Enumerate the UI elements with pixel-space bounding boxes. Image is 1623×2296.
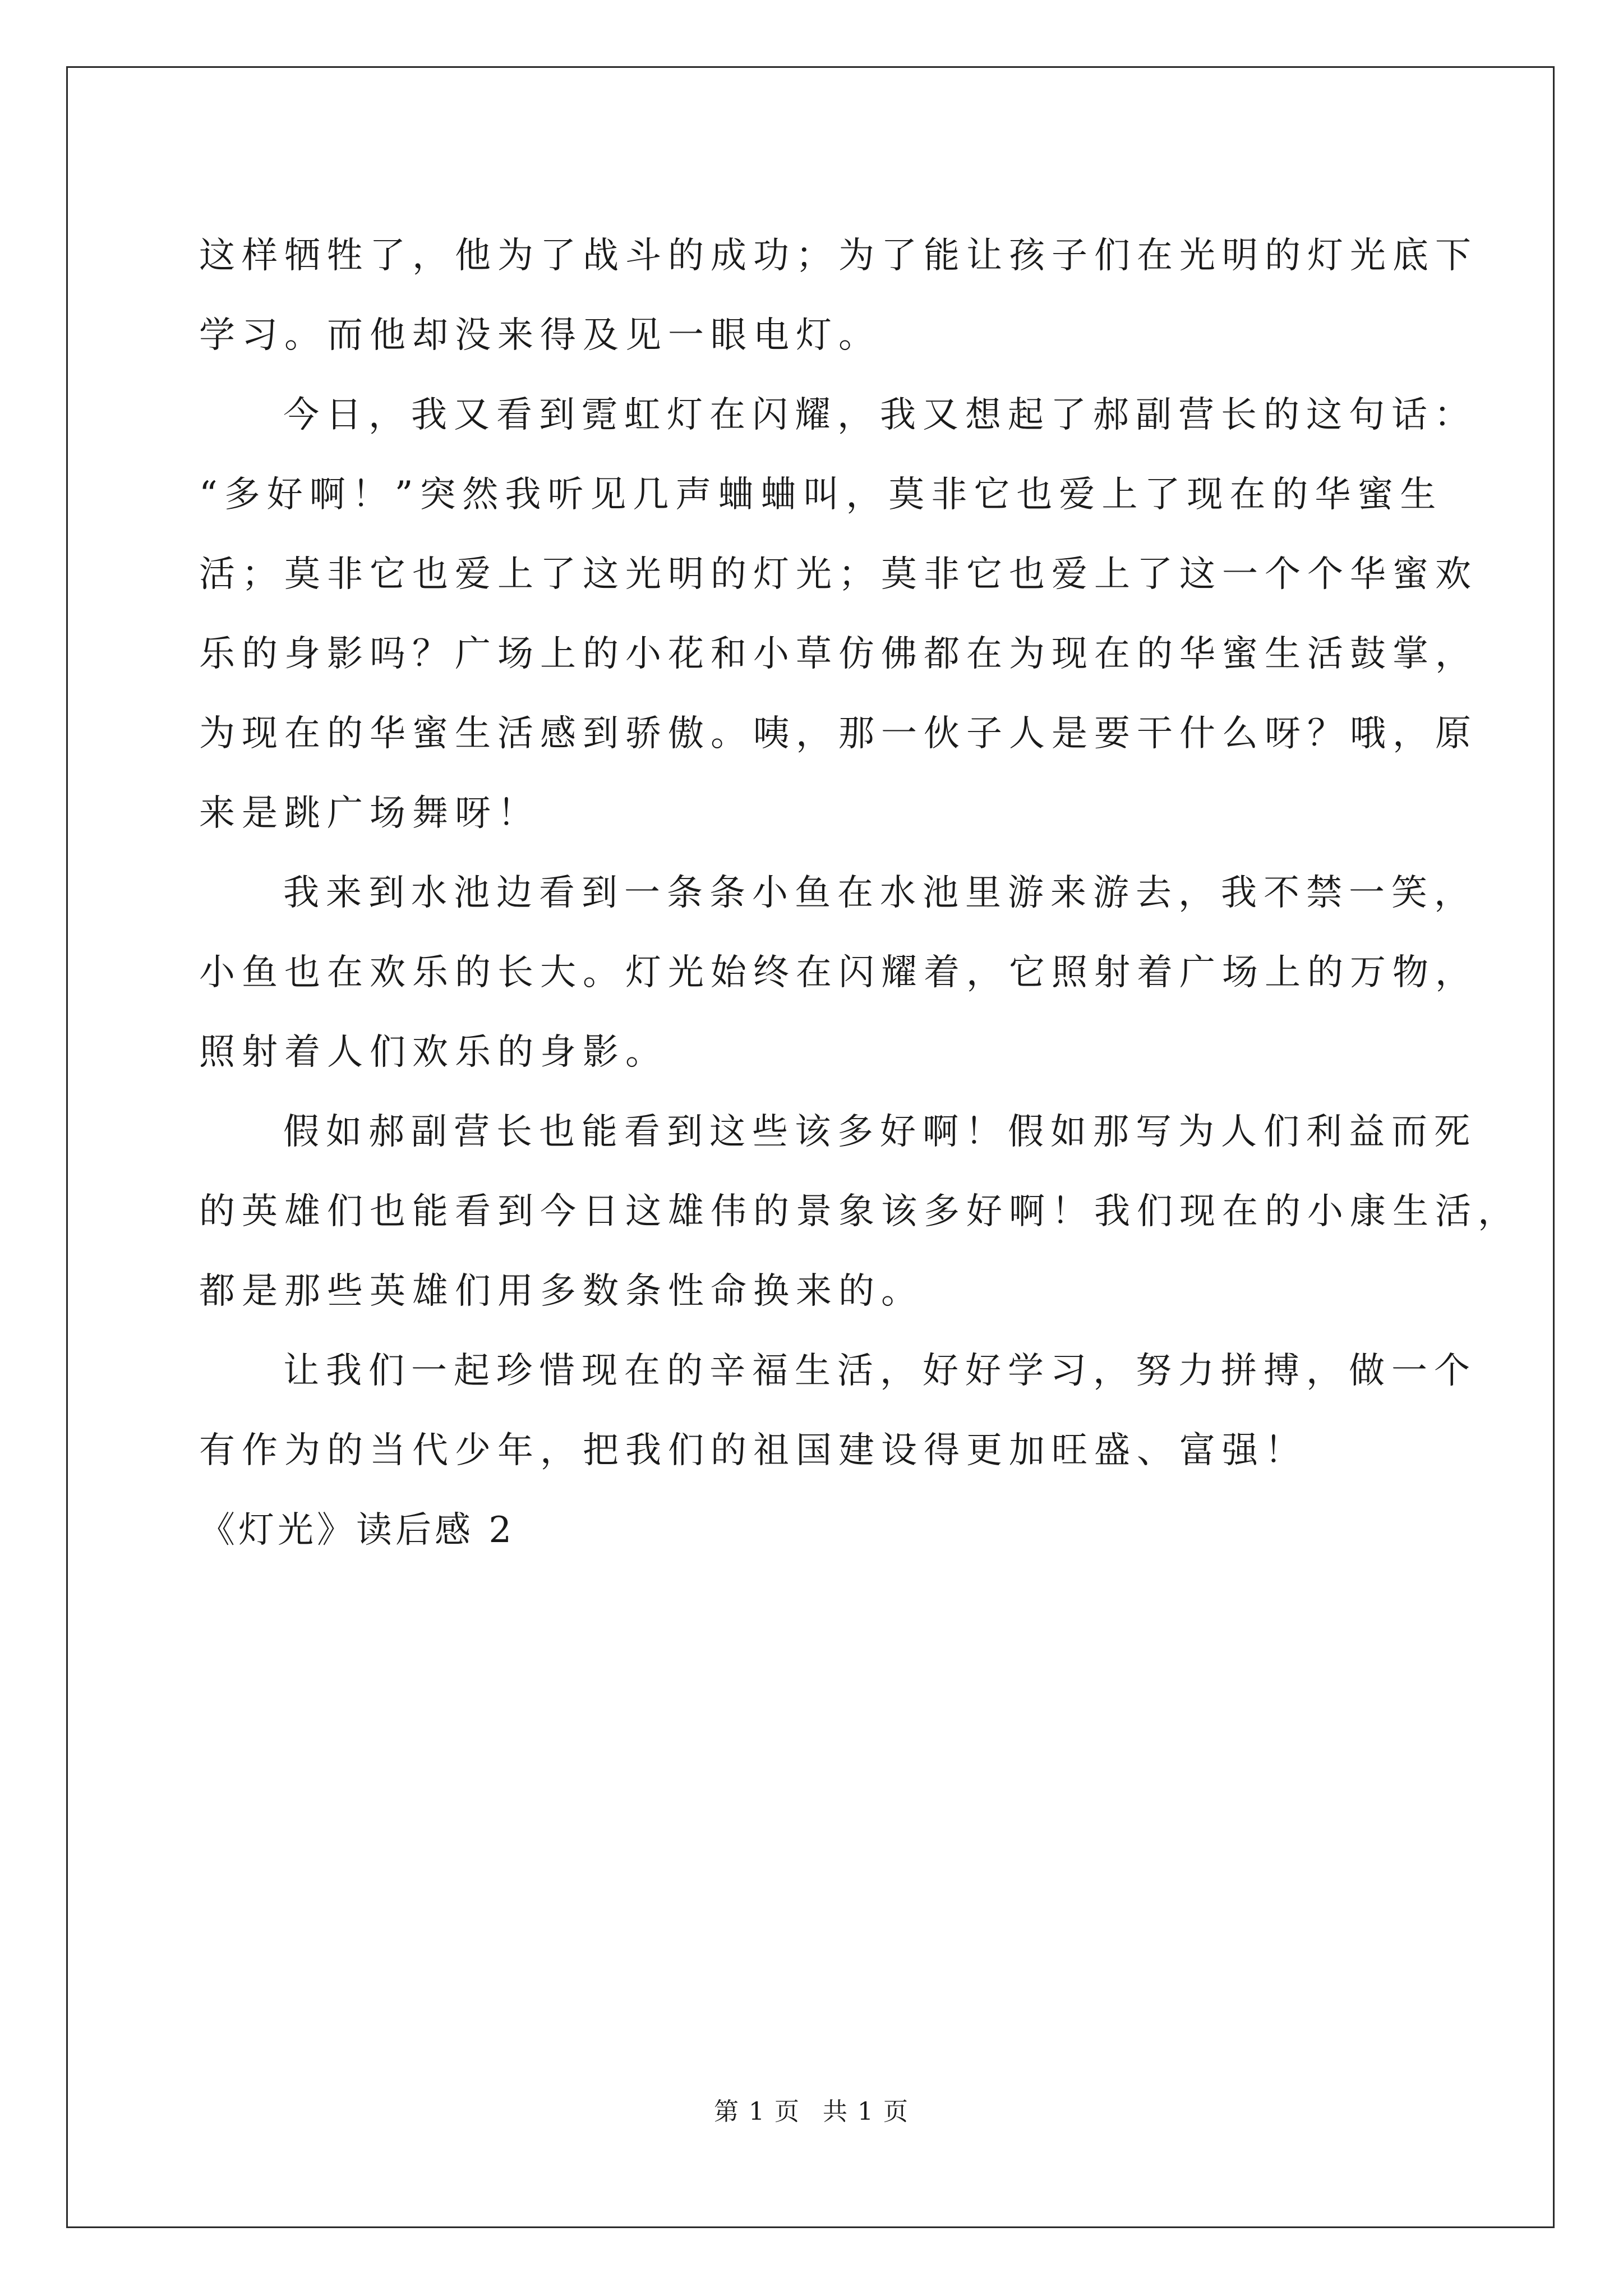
paragraph-line: 我来到水池边看到一条条小鱼在水池里游来游去，我不禁一笑， bbox=[283, 872, 1477, 914]
paragraph-5 bbox=[199, 1331, 1477, 1490]
paragraph-line: 让我们一起珍惜现在的辛福生活，好好学习，努力拼搏，做一个 bbox=[283, 1350, 1477, 1392]
paragraph-line: 照射着人们欢乐的身影。 bbox=[199, 1032, 668, 1073]
page-total: 共 1 页 bbox=[823, 2097, 909, 2126]
paragraph-line: 为现在的华蜜生活感到骄傲。咦，那一伙子人是要干什么呀？哦，原 bbox=[199, 713, 1478, 754]
paragraph-line: 学习。而他却没来得及见一眼电灯。 bbox=[199, 315, 881, 356]
section-heading: 《灯光》读后感 2 bbox=[199, 1510, 515, 1551]
paragraph-1 bbox=[199, 216, 1478, 375]
page-number: 第 1 页 bbox=[714, 2097, 800, 2126]
document-body bbox=[199, 216, 1520, 1570]
paragraph-4 bbox=[199, 1092, 1520, 1331]
paragraph-line: 都是那些英雄们用多数条性命换来的。 bbox=[199, 1271, 924, 1312]
paragraph-line: 的英雄们也能看到今日这雄伟的景象该多好啊！我们现在的小康生活， bbox=[199, 1191, 1520, 1232]
paragraph-line: 假如郝副营长也能看到这些该多好啊！假如那写为人们利益而死 bbox=[283, 1111, 1477, 1153]
page-footer bbox=[0, 2091, 1623, 2127]
paragraph-line: 乐的身影吗？广场上的小花和小草仿佛都在为现在的华蜜生活鼓掌， bbox=[199, 633, 1478, 675]
paragraph-line: 小鱼也在欢乐的长大。灯光始终在闪耀着，它照射着广场上的万物， bbox=[199, 952, 1478, 993]
paragraph-3 bbox=[199, 853, 1478, 1092]
paragraph-line: 活；莫非它也爱上了这光明的灯光；莫非它也爱上了这一个个华蜜欢 bbox=[199, 554, 1478, 595]
paragraph-line: 这样牺牲了，他为了战斗的成功；为了能让孩子们在光明的灯光底下 bbox=[199, 235, 1478, 277]
paragraph-2 bbox=[199, 375, 1478, 853]
paragraph-line: “多好啊！”突然我听见几声蛐蛐叫，莫非它也爱上了现在的华蜜生 bbox=[199, 474, 1443, 516]
paragraph-line: 今日，我又看到霓虹灯在闪耀，我又想起了郝副营长的这句话： bbox=[283, 394, 1477, 436]
paragraph-line: 有作为的当代少年，把我们的祖国建设得更加旺盛、富强！ bbox=[199, 1430, 1307, 1471]
paragraph-line: 来是跳广场舞呀！ bbox=[199, 793, 540, 834]
